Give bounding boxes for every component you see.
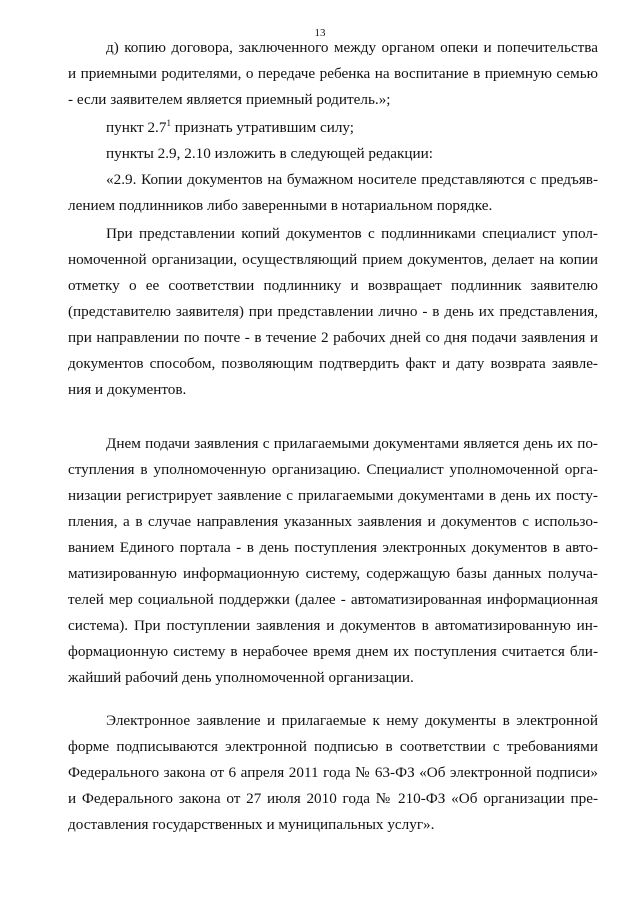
text-line: система). При поступлении заявления и документов в автоматизированную ин- [68, 617, 598, 634]
text-line: форме подписываются электронной подписью в соответствии с требованиями [68, 738, 598, 755]
text-line: при направлении по почте - в течение 2 рабочих дней со дня подачи заявления и [68, 329, 598, 346]
text-segment: признать утратившим силу; [170, 119, 355, 136]
text-line: низации регистрирует заявление с прилагаемыми документами в день их посту- [68, 487, 598, 504]
text-line: доставления государственных и муниципальных услуг». [68, 816, 435, 833]
text-line: отметку о ее соответствии подлиннику и возвращает подлинник заявителю [68, 277, 598, 294]
text-line: - если заявителем является приемный родитель.»; [68, 91, 391, 108]
text-line: лением подлинников либо заверенными в нотариальном порядке. [68, 197, 493, 214]
text-line: номоченной организации, осуществляющий прием документов, делает на копии [68, 251, 598, 268]
page-number: 13 [314, 27, 326, 39]
text-line: (представителю заявителя) при представлении лично - в день их представления, [68, 303, 598, 320]
text-line: пления, а в случае направления указанных заявления и документов с использо- [68, 513, 598, 530]
text-segment: пункт 2.7 [106, 119, 167, 136]
text-line: ния и документов. [68, 381, 187, 398]
text-line: д) копию договора, заключенного между органом опеки и попечительства [106, 39, 598, 56]
superscript: 1 [166, 117, 171, 128]
text-line: ступления в уполномоченную организацию. Специалист уполномоченной орга- [68, 461, 598, 478]
text-line: «2.9. Копии документов на бумажном носителе представляются с предъяв- [106, 171, 598, 188]
text-line: Электронное заявление и прилагаемые к нему документы в электронной [106, 712, 598, 729]
text-line: Днем подачи заявления с прилагаемыми документами является день их по- [106, 435, 598, 452]
text-line: и приемными родителями, о передаче ребенка на воспитание в приемную семью [68, 65, 598, 82]
text-line: При представлении копий документов с подлинниками специалист упол- [106, 225, 598, 242]
text-line: Федерального закона от 6 апреля 2011 года № 63-ФЗ «Об электронной подписи» [68, 764, 598, 781]
text-line: пункты 2.9, 2.10 изложить в следующей редакции: [106, 145, 433, 162]
text-line: жайший рабочий день уполномоченной организации. [68, 669, 414, 686]
text-line: ванием Единого портала - в день поступления электронных документов в авто- [68, 539, 598, 556]
text-line [106, 117, 406, 139]
text-line: и Федерального закона от 27 июля 2010 года № 210-ФЗ «Об организации пре- [68, 790, 598, 807]
text-line: телей мер социальной поддержки (далее - автоматизированная информационная [68, 591, 598, 608]
text-line: формационную систему в нерабочее время днем их поступления считается бли- [68, 643, 598, 660]
text-line: матизированную информационную систему, содержащую базы данных получа- [68, 565, 598, 582]
text-line: документов способом, позволяющим подтвердить факт и дату возврата заявле- [68, 355, 598, 372]
